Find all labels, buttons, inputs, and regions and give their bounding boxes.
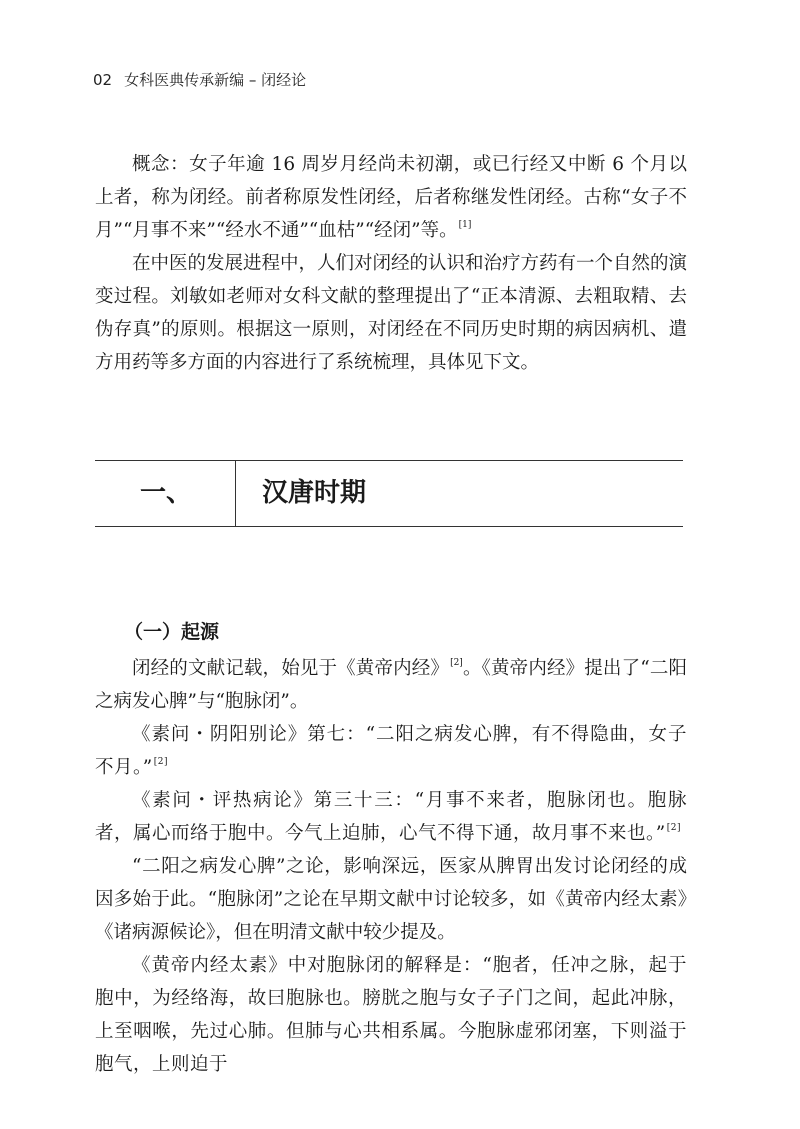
footnote-ref: [2] <box>666 823 681 833</box>
body-paragraph: 闭经的文献记载，始见于《黄帝内经》[2]。《黄帝内经》提出了“二阳之病发心脾”与“胞脉闭”。 <box>95 658 687 712</box>
footnote-ref: [1] <box>458 220 472 230</box>
body-block <box>95 652 687 1081</box>
running-header <box>93 69 306 90</box>
quote-paragraph: 《素问・阴阳别论》第七：“二阳之病发心脾，有不得隐曲，女子不月。”[2] <box>95 724 687 778</box>
page-number: 02 <box>93 71 113 89</box>
quote-paragraph: 《黄帝内经太素》中对胞脉闭的解释是：“胞者，任冲之脉，起于胞中，为经络海，故曰胞脉也。膀胱之胞与女子子门之间，起此冲脉，上至咽喉，先过心肺。但肺与心共相系属。今胞脉虚邪闭塞，下则溢于胞气，上则迫于 <box>95 955 687 1075</box>
development-paragraph: 在中医的发展进程中，人们对闭经的认识和治疗方药有一个自然的演变过程。刘敏如老师对女科文献的整理提出了“正本清源、去粗取精、去伪存真”的原则。根据这一原则，对闭经在不同历史时期的病因病机、遣方用药等多方面的内容进行了系统梳理，具体见下文。 <box>95 253 688 373</box>
footnote-ref: [2] <box>153 757 168 767</box>
section-divider <box>235 461 236 526</box>
subsection-title: （一）起源 <box>124 621 220 643</box>
section-heading-box <box>95 460 683 527</box>
body-paragraph: “二阳之病发心脾”之论，影响深远，医家从脾胃出发讨论闭经的成因多始于此。“胞脉闭”之论在早期文献中讨论较多，如《黄帝内经太素》《诸病源候论》，但在明清文献中较少提及。 <box>95 856 687 943</box>
section-title: 汉唐时期 <box>262 478 367 508</box>
intro-block <box>95 148 687 379</box>
section-number: 一、 <box>140 478 193 508</box>
definition-paragraph: 概念：女子年逾 16 周岁月经尚未初潮，或已行经又中断 6 个月以上者，称为闭经。前者称原发性闭经，后者称继发性闭经。古称“女子不月”“月事不来”“经水不通”“血枯”“经闭”等。[1] <box>95 154 687 241</box>
quote-paragraph: 《素问・评热病论》第三十三：“月事不来者，胞脉闭也。胞脉者，属心而络于胞中。今气上迫肺，心气不得下通，故月事不来也。”[2] <box>95 790 687 844</box>
footnote-ref: [2] <box>450 658 463 668</box>
book-title: 女科医典传承新编 – 闭经论 <box>124 71 307 89</box>
